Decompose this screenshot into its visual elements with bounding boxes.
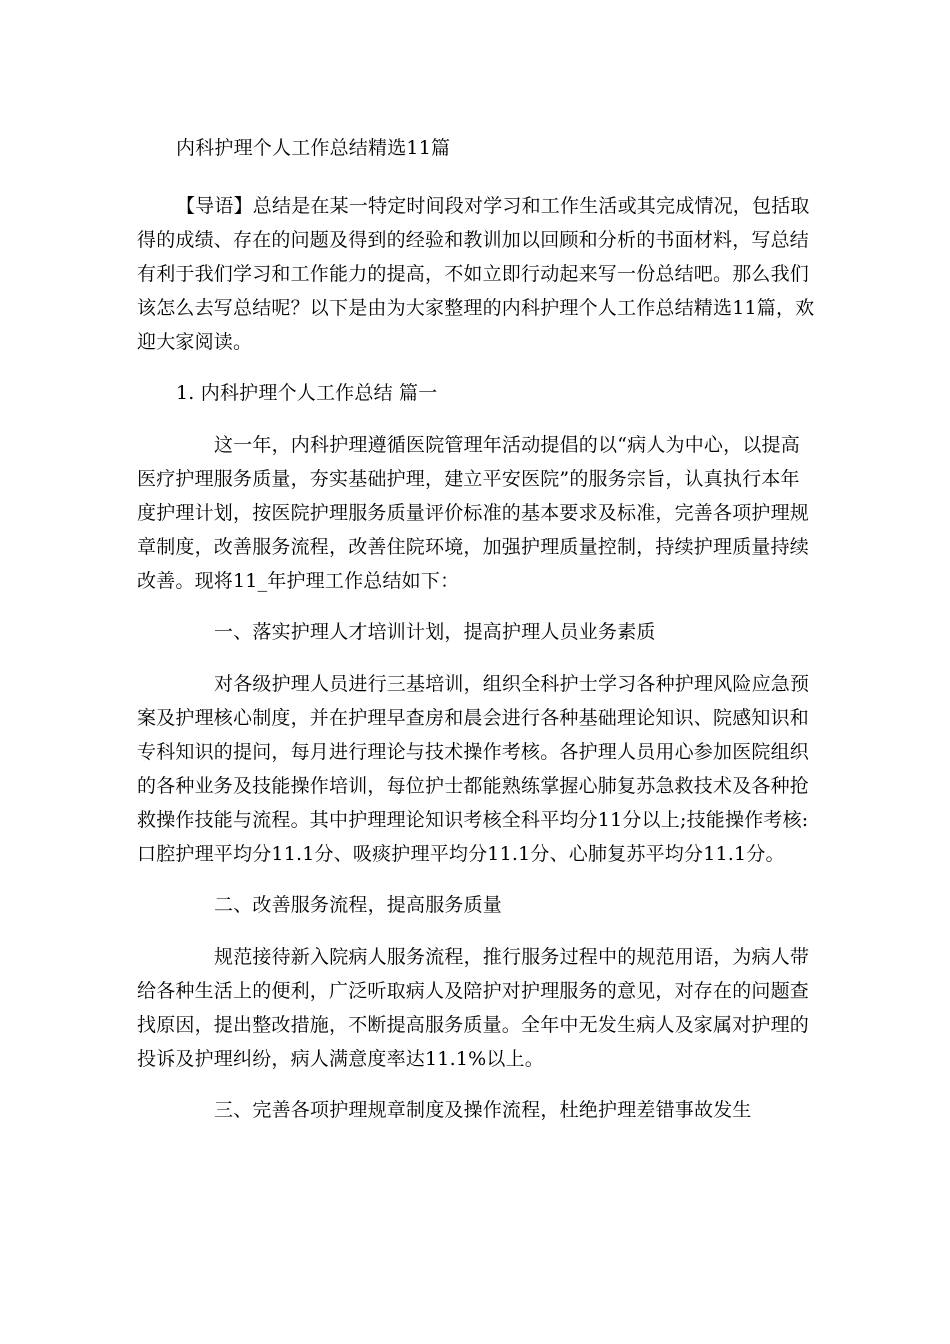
paragraph-line: 的各种业务及技能操作培训，每位护士都能熟练掌握心肺复苏急救技术及各种抢 bbox=[137, 775, 810, 797]
paragraph-line: 给各种生活上的便利，广泛听取病人及陪护对护理服务的意见，对存在的问题查 bbox=[137, 980, 810, 1002]
intro-line: 迎大家阅读。 bbox=[137, 331, 253, 353]
intro-line: 该怎么去写总结呢？以下是由为大家整理的内科护理个人工作总结精选11篇，欢 bbox=[137, 297, 815, 319]
paragraph-line: 这一年，内科护理遵循医院管理年活动提倡的以“病人为中心，以提高 bbox=[214, 434, 800, 456]
paragraph-line: 改善。现将11_年护理工作总结如下： bbox=[137, 570, 460, 592]
paragraph-line: 案及护理核心制度，并在护理早查房和晨会进行各种基础理论知识、院感知识和 bbox=[137, 707, 810, 729]
subsection-heading: 三、完善各项护理规章制度及操作流程，杜绝护理差错事故发生 bbox=[214, 1099, 752, 1121]
paragraph-line: 对各级护理人员进行三基培训，组织全科护士学习各种护理风险应急预 bbox=[214, 673, 810, 695]
paragraph-line: 投诉及护理纠纷，病人满意度率达11.1%以上。 bbox=[137, 1048, 544, 1070]
intro-line: 得的成绩、存在的问题及得到的经验和教训加以回顾和分析的书面材料，写总结 bbox=[137, 229, 810, 251]
paragraph-line: 规范接待新入院病人服务流程，推行服务过程中的规范用语，为病人带 bbox=[214, 946, 810, 968]
document-title: 内科护理个人工作总结精选11篇 bbox=[176, 137, 451, 159]
paragraph-line: 章制度，改善服务流程，改善住院环境，加强护理质量控制，持续护理质量持续 bbox=[137, 536, 810, 558]
intro-line: 【导语】总结是在某一特定时间段对学习和工作生活或其完成情况，包括取 bbox=[176, 195, 810, 217]
subsection-heading: 二、改善服务流程，提高服务质量 bbox=[214, 894, 503, 916]
paragraph-line: 找原因，提出整改措施，不断提高服务质量。全年中无发生病人及家属对护理的 bbox=[137, 1014, 810, 1036]
paragraph-line: 专科知识的提问，每月进行理论与技术操作考核。各护理人员用心参加医院组织 bbox=[137, 741, 810, 763]
paragraph-line: 度护理计划，按医院护理服务质量评价标准的基本要求及标准，完善各项护理规 bbox=[137, 502, 810, 524]
paragraph-line: 口腔护理平均分11.1分、吸痰护理平均分11.1分、心肺复苏平均分11.1分。 bbox=[137, 843, 785, 865]
section-heading: 1. 内科护理个人工作总结 篇一 bbox=[176, 382, 438, 404]
paragraph-line: 救操作技能与流程。其中护理理论知识考核全科平均分11分以上;技能操作考核: bbox=[137, 809, 809, 831]
subsection-heading: 一、落实护理人才培训计划，提高护理人员业务素质 bbox=[214, 621, 656, 643]
paragraph-line: 医疗护理服务质量，夯实基础护理，建立平安医院”的服务宗旨，认真执行本年 bbox=[137, 468, 800, 490]
intro-line: 有利于我们学习和工作能力的提高，不如立即行动起来写一份总结吧。那么我们 bbox=[137, 263, 810, 285]
